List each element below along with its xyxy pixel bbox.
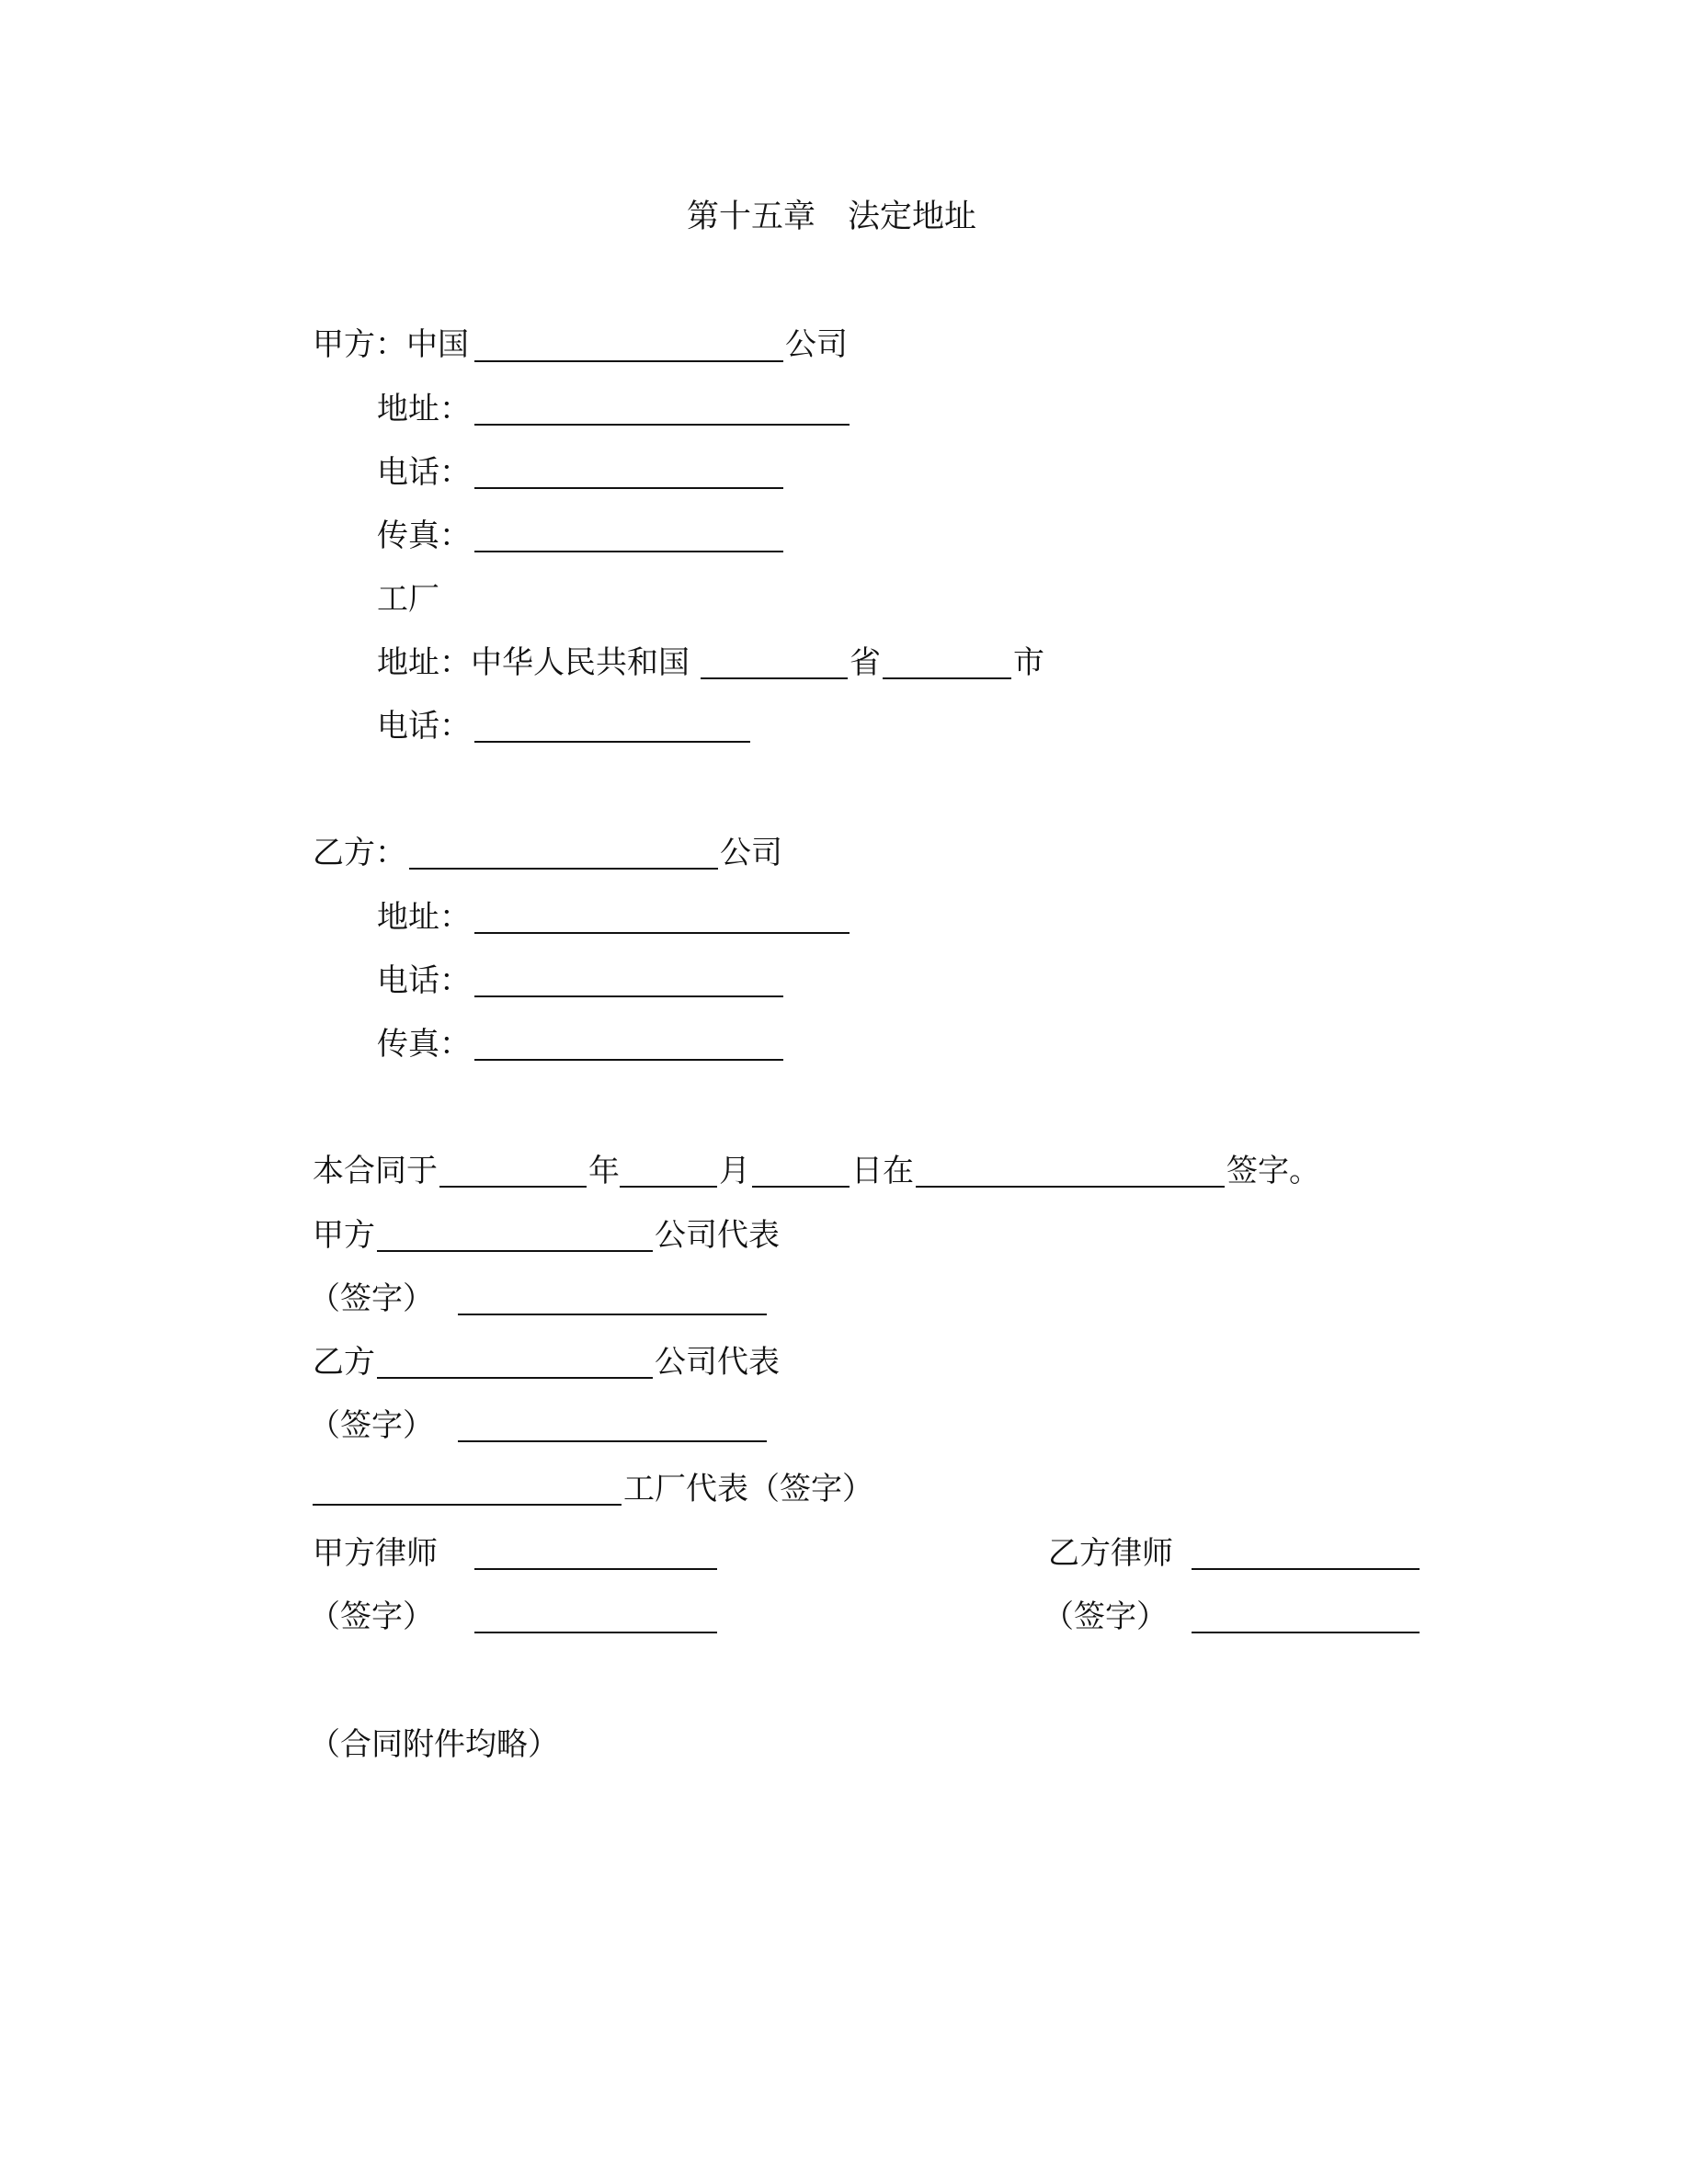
party-b-address-label: 地址： xyxy=(377,899,471,936)
party-a-phone-label: 电话： xyxy=(377,454,471,491)
factory-phone-label: 电话： xyxy=(377,708,471,745)
party-b-company-suffix: 公司 xyxy=(720,835,782,871)
lawyer-a-label: 甲方律师 xyxy=(313,1535,438,1572)
party-b-fax-blank[interactable] xyxy=(474,1059,783,1061)
party-b-phone-label: 电话： xyxy=(377,962,471,999)
lawyer-a-sign-label: （签字） xyxy=(309,1598,434,1635)
factory-city-label: 市 xyxy=(1013,644,1044,681)
signing-signed-label: 签字。 xyxy=(1226,1153,1320,1189)
rep-a-suffix: 公司代表 xyxy=(655,1217,780,1254)
signing-year-blank[interactable] xyxy=(439,1186,587,1188)
party-a-label: 甲方：中国 xyxy=(313,326,469,363)
lawyer-b-name-blank[interactable] xyxy=(1192,1568,1420,1570)
signing-place-blank[interactable] xyxy=(916,1186,1225,1188)
factory-address-label: 地址：中华人民共和国 xyxy=(377,644,690,681)
factory-province-label: 省 xyxy=(850,644,881,681)
rep-b-signature-blank[interactable] xyxy=(458,1440,767,1442)
party-a-fax-blank[interactable] xyxy=(474,551,783,552)
lawyer-b-label: 乙方律师 xyxy=(1048,1535,1173,1572)
signing-day-at-label: 日在 xyxy=(851,1153,914,1189)
rep-b-company-blank[interactable] xyxy=(377,1377,653,1379)
signing-month-blank[interactable] xyxy=(620,1186,717,1188)
party-b-phone-blank[interactable] xyxy=(474,995,783,997)
party-a-company-suffix: 公司 xyxy=(785,326,848,363)
factory-label: 工厂 xyxy=(377,581,439,618)
attachments-note: （合同附件均略） xyxy=(309,1726,559,1763)
factory-rep-label: 工厂代表（签字） xyxy=(623,1471,873,1507)
party-a-company-blank[interactable] xyxy=(474,360,783,362)
lawyer-b-sign-label: （签字） xyxy=(1043,1598,1168,1635)
party-a-address-label: 地址： xyxy=(377,391,471,427)
lawyer-b-signature-blank[interactable] xyxy=(1192,1632,1420,1633)
factory-city-blank[interactable] xyxy=(883,677,1011,679)
rep-a-signature-blank[interactable] xyxy=(458,1314,767,1315)
lawyer-a-signature-blank[interactable] xyxy=(474,1632,717,1633)
page-title: 第十五章 法定地址 xyxy=(687,199,977,235)
rep-a-sign-label: （签字） xyxy=(309,1280,434,1317)
factory-phone-blank[interactable] xyxy=(474,741,750,743)
signing-year-label: 年 xyxy=(588,1153,620,1189)
party-b-address-blank[interactable] xyxy=(474,932,850,934)
party-a-address-blank[interactable] xyxy=(474,424,850,426)
rep-b-suffix: 公司代表 xyxy=(655,1344,780,1381)
factory-rep-signature-blank[interactable] xyxy=(313,1504,622,1506)
lawyer-a-name-blank[interactable] xyxy=(474,1568,717,1570)
signing-prefix: 本合同于 xyxy=(313,1153,438,1189)
rep-a-label: 甲方 xyxy=(313,1217,375,1254)
party-a-fax-label: 传真： xyxy=(377,518,471,554)
rep-b-label: 乙方 xyxy=(313,1344,375,1381)
signing-day-blank[interactable] xyxy=(752,1186,850,1188)
rep-a-company-blank[interactable] xyxy=(377,1250,653,1252)
party-b-label: 乙方： xyxy=(313,835,406,871)
party-b-company-blank[interactable] xyxy=(409,868,718,870)
signing-month-label: 月 xyxy=(719,1153,750,1189)
factory-province-blank[interactable] xyxy=(701,677,848,679)
party-b-fax-label: 传真： xyxy=(377,1026,471,1063)
party-a-phone-blank[interactable] xyxy=(474,487,783,489)
rep-b-sign-label: （签字） xyxy=(309,1407,434,1444)
